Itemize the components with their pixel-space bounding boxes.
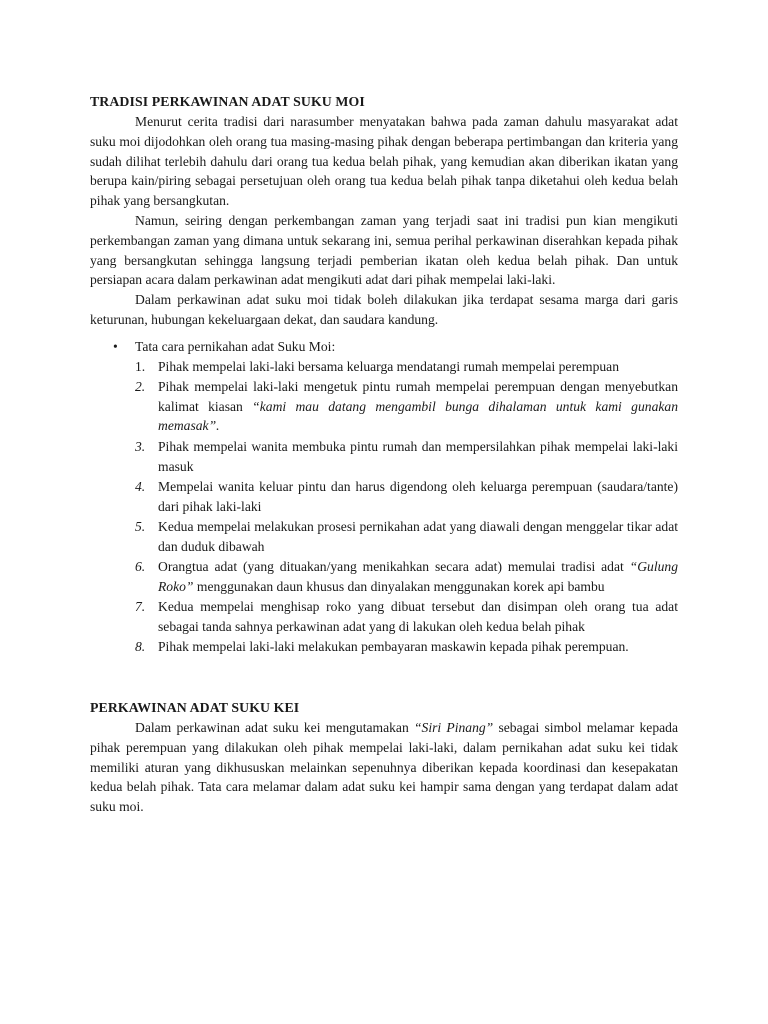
list-item-number: 4. [135, 478, 146, 494]
section-suku-kei [90, 698, 678, 817]
list-item-number: 5. [135, 518, 146, 534]
section-suku-moi [90, 92, 678, 657]
section-title-suku-kei: PERKAWINAN ADAT SUKU KEI [90, 700, 300, 716]
bullet-label: Tata cara pernikahan adat Suku Moi: [135, 338, 336, 354]
list-item [135, 517, 678, 557]
bullet-dot-icon: • [113, 338, 118, 354]
list-item-text: Kedua mempelai melakukan prosesi pernikahan adat yang diawali dengan menggelar tikar adat dan duduk dibawah [158, 518, 678, 554]
list-item [135, 597, 678, 637]
paragraph-2: Namun, seiring dengan perkembangan zaman yang terjadi saat ini tradisi pun kian mengikuti perkembangan zaman yang dimana untuk sekarang ini, semua perihal perkawinan diserahkan kepada pihak yang bersangkutan sehingga langsung terjadi pemberian ikatan oleh kedua belah pihak. Dan untuk persiapan acara dalam perkawinan adat mengikuti adat dari pihak mempelai laki-laki. [90, 212, 678, 288]
list-item-text: Kedua mempelai menghisap roko yang dibuat tersebut dan disimpan oleh orang tua adat sebagai tanda sahnya perkawinan adat yang di lakukan oleh kedua belah pihak [158, 599, 678, 634]
paragraph-quote: “Siri Pinang” [413, 720, 494, 736]
list-item-text: Pihak mempelai laki-laki mengetuk pintu rumah mempelai perempuan dengan menyebutkan kalimat kiasan [158, 378, 678, 414]
bullet-list-tata-cara [90, 337, 678, 657]
list-item-text: Pihak mempelai laki-laki melakukan pembayaran maskawin kepada pihak perempuan. [158, 639, 629, 655]
list-item-text-end: menggunakan daun khusus dan dinyalakan menggunakan korek api bambu [193, 578, 605, 594]
paragraph-1: Menurut cerita tradisi dari narasumber menyatakan bahwa pada zaman dahulu masyarakat adat suku moi dijodohkan oleh orang tua masing-masing pihak dengan beberapa pertimbangan dan kriteria yang sudah dilihat terlebih dahulu dari orang tua kedua belah pihak, yang kemudian akan diberikan ikatan yang berupa kain/piring sebagai persetujuan oleh orang tua kedua belah pihak tanpa diketahui oleh kedua belah pihak yang bersangkutan. [90, 114, 678, 209]
list-item-text: Pihak mempelai wanita membuka pintu rumah dan mempersilahkan pihak mempelai laki-laki masuk [158, 438, 678, 474]
paragraph-text-end: sebagai simbol melamar kepada pihak perempuan yang dilakukan oleh pihak mempelai laki-laki, dalam pernikahan adat suku kei tidak memiliki aturan yang dikhususkan melainkan sepenuhnya diberikan kepada koordinasi dan kesepakatan kedua belah pihak. Tata cara melamar dalam adat suku kei hampir sama dengan yang terdapat dalam adat suku moi. [90, 720, 678, 815]
document-body [90, 92, 678, 817]
list-item-number: 8. [135, 639, 146, 655]
list-item [135, 557, 678, 597]
list-item-number: 3. [135, 438, 146, 454]
list-item-text: Pihak mempelai laki-laki bersama keluarga mendatangi rumah mempelai perempuan [158, 358, 620, 374]
list-item-number: 1. [135, 358, 146, 374]
list-item [135, 437, 678, 477]
paragraph-text: Dalam perkawinan adat suku kei mengutamakan [135, 720, 414, 736]
list-item [135, 637, 678, 657]
list-item-number: 6. [135, 559, 146, 575]
section-title-suku-moi: TRADISI PERKAWINAN ADAT SUKU MOI [90, 94, 365, 109]
list-item-text: Orangtua adat (yang dituakan/yang menikahkan secara adat) memulai tradisi adat [158, 559, 630, 575]
paragraph-3: Dalam perkawinan adat suku moi tidak boleh dilakukan jika terdapat sesama marga dari garis keturunan, hubungan kekeluargaan dekat, dan saudara kandung. [90, 292, 678, 327]
list-item-text-end: . [216, 418, 220, 434]
list-item [135, 477, 678, 517]
list-item [135, 377, 678, 436]
steps-list [135, 357, 678, 657]
paragraph-suku-kei [90, 718, 678, 817]
list-item-text: Mempelai wanita keluar pintu dan harus digendong oleh keluarga perempuan (saudara/tante) dari pihak laki-laki [158, 478, 678, 514]
list-item [135, 357, 678, 377]
list-item-quote: “kami mau datang mengambil bunga dihalaman untuk kami gunakan memasak” [158, 398, 678, 434]
list-item-number: 2. [135, 378, 146, 394]
list-item-number: 7. [135, 599, 146, 615]
list-item-quote: “Gulung Roko” [158, 559, 678, 594]
